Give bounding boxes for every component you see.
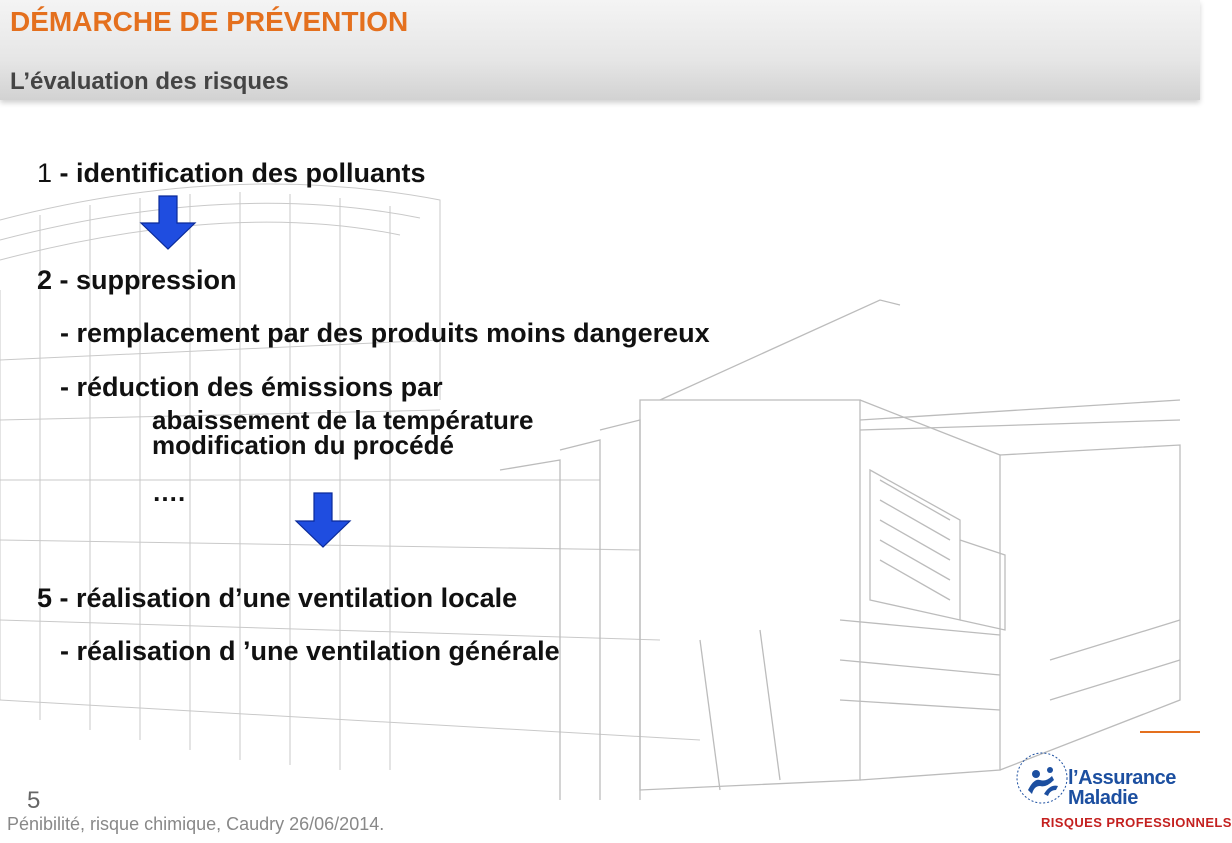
step-text: - identification des polluants — [52, 158, 426, 188]
slide-title: DÉMARCHE DE PRÉVENTION — [10, 6, 409, 37]
step-number: 1 — [37, 158, 53, 188]
step-suppression: 2 - suppression — [37, 265, 237, 295]
step-emission-reduction: - réduction des émissions par — [60, 372, 443, 402]
step-identification — [37, 158, 426, 189]
sub-process: modification du procédé — [152, 430, 454, 460]
down-arrow-icon — [139, 196, 197, 251]
slide-header — [0, 0, 1200, 100]
logo-divider — [1140, 731, 1200, 733]
sub-ellipsis: …. — [152, 477, 186, 507]
down-arrow-icon — [294, 493, 352, 549]
brand-line-1: l’Assurance — [1068, 767, 1176, 789]
sub-temperature: abaissement de la température — [152, 405, 534, 435]
step-local-ventilation: 5 - réalisation d’une ventilation locale — [37, 583, 518, 613]
page-number: 5 — [27, 787, 41, 814]
step-replacement: - remplacement par des produits moins dangereux — [60, 318, 710, 348]
step-general-ventilation: - réalisation d ’une ventilation générale — [60, 636, 560, 666]
slide-subtitle: L’évaluation des risques — [10, 68, 289, 95]
brand-tagline: RISQUES PROFESSIONNELS — [1041, 815, 1232, 830]
assurance-maladie-seal-icon — [1014, 750, 1070, 806]
footer-caption: Pénibilité, risque chimique, Caudry 26/06/2014. — [7, 814, 385, 834]
brand-line-2: Maladie — [1068, 787, 1138, 809]
